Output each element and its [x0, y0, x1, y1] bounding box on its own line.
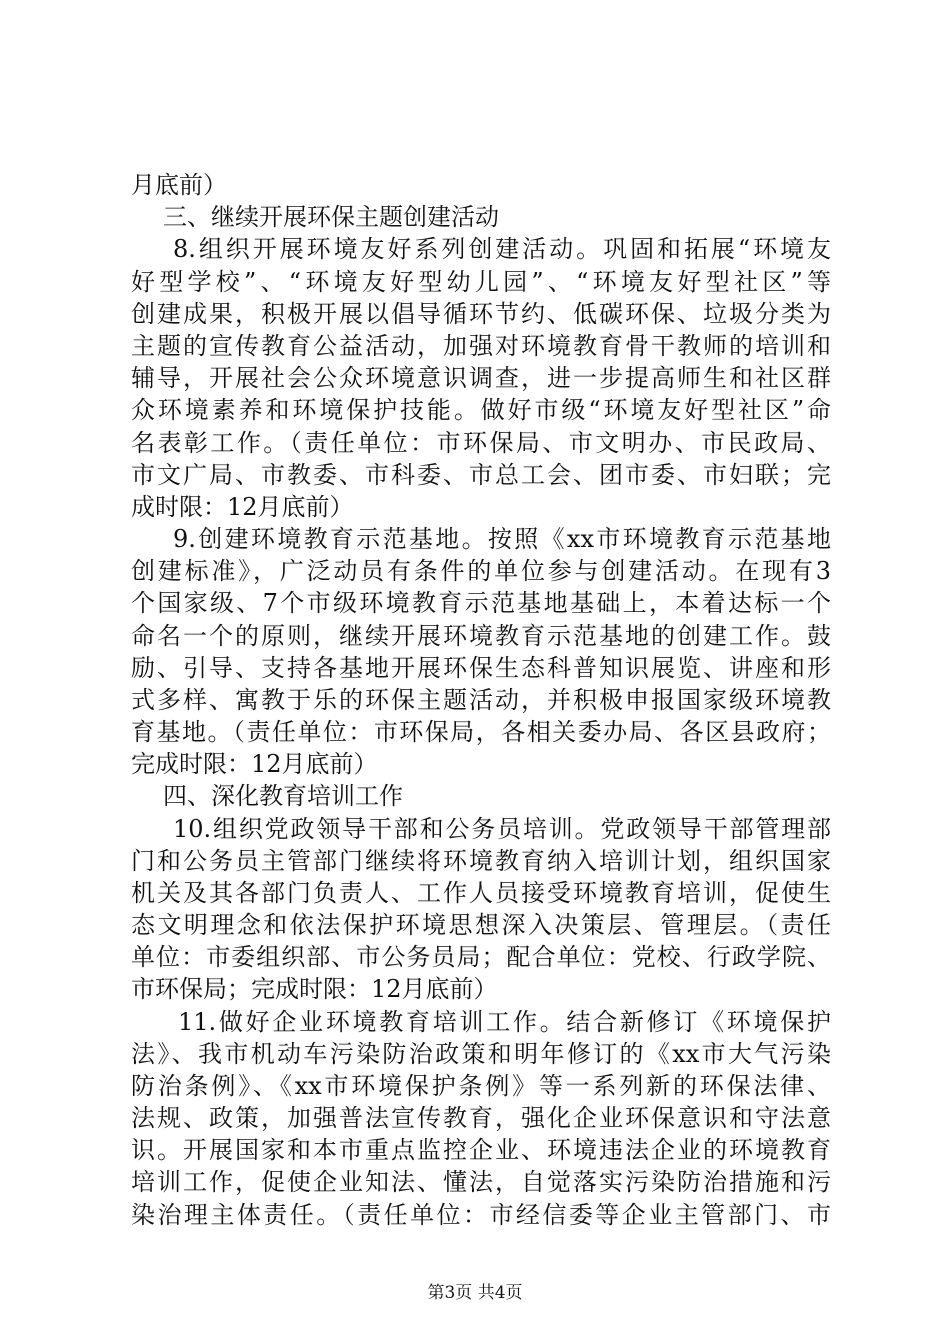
text-line: 态文明理念和依法保护环境思想深入决策层、管理层。（责任: [131, 911, 831, 939]
text-line: 识。开展国家和本市重点监控企业、环境违法企业的环境教育: [131, 1136, 831, 1164]
text-line: 完成时限：12月底前）: [131, 750, 378, 778]
text-line: 法规、政策，加强普法宣传教育，强化企业环保意识和守法意: [131, 1104, 831, 1132]
text-line: 11.做好企业环境教育培训工作。结合新修订《环境保护: [178, 1008, 831, 1036]
text-line: 名表彰工作。（责任单位：市环保局、市文明办、市民政局、: [131, 429, 831, 457]
text-line: 8.组织开展环境友好系列创建活动。巩固和拓展“环境友: [173, 235, 831, 263]
text-line: 辅导，开展社会公众环境意识调查，进一步提高师生和社区群: [131, 364, 831, 392]
text-line: 命名一个的原则，继续开展环境教育示范基地的创建工作。鼓: [131, 622, 831, 650]
text-line: 三、继续开展环保主题创建活动: [163, 203, 499, 231]
text-line: 四、深化教育培训工作: [163, 782, 403, 810]
text-line: 创建标准》，广泛动员有条件的单位参与创建活动。在现有3: [131, 557, 831, 585]
text-line: 主题的宣传教育公益活动，加强对环境教育骨干教师的培训和: [131, 332, 831, 360]
text-line: 式多样、寓教于乐的环保主题活动，并积极申报国家级环境教: [131, 686, 831, 714]
text-line: 励、引导、支持各基地开展环保生态科普知识展览、讲座和形: [131, 654, 831, 682]
text-line: 机关及其各部门负责人、工作人员接受环境教育培训，促使生: [131, 879, 831, 907]
text-line: 培训工作，促使企业知法、懂法，自觉落实污染防治措施和污: [131, 1168, 831, 1196]
text-line: 染治理主体责任。（责任单位：市经信委等企业主管部门、市: [131, 1201, 831, 1229]
text-line: 法》、我市机动车污染防治政策和明年修订的《xx市大气污染: [131, 1040, 831, 1068]
text-line: 育基地。（责任单位：市环保局，各相关委办局、各区县政府；: [131, 718, 831, 746]
text-line: 9.创建环境教育示范基地。按照《xx市环境教育示范基地: [173, 525, 831, 553]
text-line: 成时限：12月底前）: [131, 493, 354, 521]
text-line: 防治条例》、《xx市环境保护条例》等一系列新的环保法律、: [131, 1072, 831, 1100]
text-line: 创建成果，积极开展以倡导循环节约、低碳环保、垃圾分类为: [131, 300, 831, 328]
text-line: 门和公务员主管部门继续将环境教育纳入培训计划，组织国家: [131, 847, 831, 875]
text-line: 单位：市委组织部、市公务员局；配合单位：党校、行政学院、: [131, 943, 831, 971]
text-line: 市环保局；完成时限：12月底前）: [131, 975, 498, 1003]
page-footer: 第3页 共4页: [427, 1283, 523, 1303]
text-line: 好型学校”、“环境友好型幼儿园”、“环境友好型社区”等: [131, 268, 831, 296]
text-line: 个国家级、7个市级环境教育示范基地基础上，本着达标一个: [131, 589, 831, 617]
text-line: 10.组织党政领导干部和公务员培训。党政领导干部管理部: [173, 815, 831, 843]
text-line: 月底前）: [131, 171, 227, 199]
text-line: 市文广局、市教委、市科委、市总工会、团市委、市妇联；完: [131, 461, 831, 489]
text-line: 众环境素养和环境保护技能。做好市级“环境友好型社区”命: [131, 396, 831, 424]
